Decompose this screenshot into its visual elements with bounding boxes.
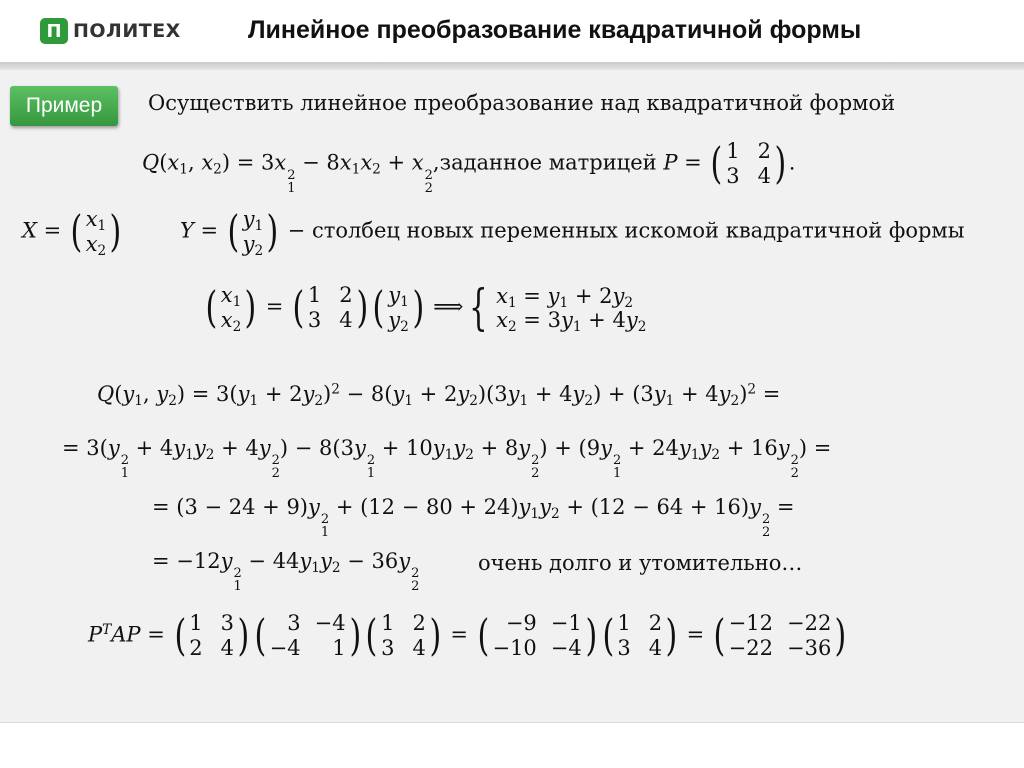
slide-header [0,0,1024,62]
matrix-a: ( 3 −4 −4 1 ) [254,610,361,661]
logo-icon: П [40,18,68,44]
logo-text: ПОЛИТЕХ [73,20,181,42]
matrix-p: ( 1 2 3 4 ) [710,138,787,189]
vector-y-line: Y = ( $y_1$ $y_2$ ) − столбец новых переменных искомой квадратичной формы [180,206,965,260]
given-matrix-text: заданное матрицей [439,150,657,175]
vector-x: X = ( $x_1$ $x_2$ ) [22,206,122,260]
substitution-line: ( $x_1$ $x_2$ ) = ( 1 2 3 4 ) ( $y_1$ $y_2$ ) ⟹ { $x_1 = y_1 + 2y_2$ $x_2 = 3y_1 + 4y_2$ [205,280,647,336]
comment-text: очень долго и утомительно… [478,551,803,575]
example-badge: Пример [10,86,118,126]
header-divider [0,62,1024,70]
quadratic-form-line: $Q(x_1$, $x_2) = 3x$ 2 1 − $8x_1x_2 + x$ 2 2 ,заданное матрицей P = ( 1 2 3 4 ) . [142,138,796,197]
matrix-result: ( −12 −22 −22 −36 ) [713,610,847,661]
expansion-line-2: = 3(y 2 1 + $4y_1y_2 + 4y$ 2 2 ) − 8(3y 2 1 + $10y_1y_2 + 8y$ 2 2 ) + (9y 2 1 + $24y_1y_2 + 16y$ 2 2 ) = [62,436,832,482]
slide-title: Линейное преобразование квадратичной формы [248,16,862,44]
expansion-result-line: = −12y 2 1 − $44y_1y_2 - 36y$ 2 2 [152,549,420,595]
matrix-product-line: $P^TAP$ = ( 1 3 2 4 ) ( 3 −4 −4 1 ) ( 1 2 3 4 ) = ( −9 −1 −10 −4 ) ( 1 2 3 4 ) = ( −12 −22 −22 −36 ) [88,612,849,660]
expansion-line-3: = (3 − 24 + 9)y 2 1 + $(12 - 80 + 24)y_1y_2 + (12 - 64 + 16)y$ 2 2 = [152,495,795,541]
matrix-pta: ( −9 −1 −10 −4 ) [477,610,598,661]
intro-text: Осуществить линейное преобразование над квадратичной формой [148,91,896,115]
slide-footer [0,722,1024,768]
y-description: − столбец новых переменных искомой квадратичной формы [287,218,965,243]
expansion-line-1: $Q(y_1$, $y_2) = 3(y_1 + 2y_2)^2 - 8(y_1 + 2y_2)(3y_1 + 4y_2) + (3y_1 + 4y_2)^2$ = [97,381,781,410]
politech-logo [40,18,181,44]
